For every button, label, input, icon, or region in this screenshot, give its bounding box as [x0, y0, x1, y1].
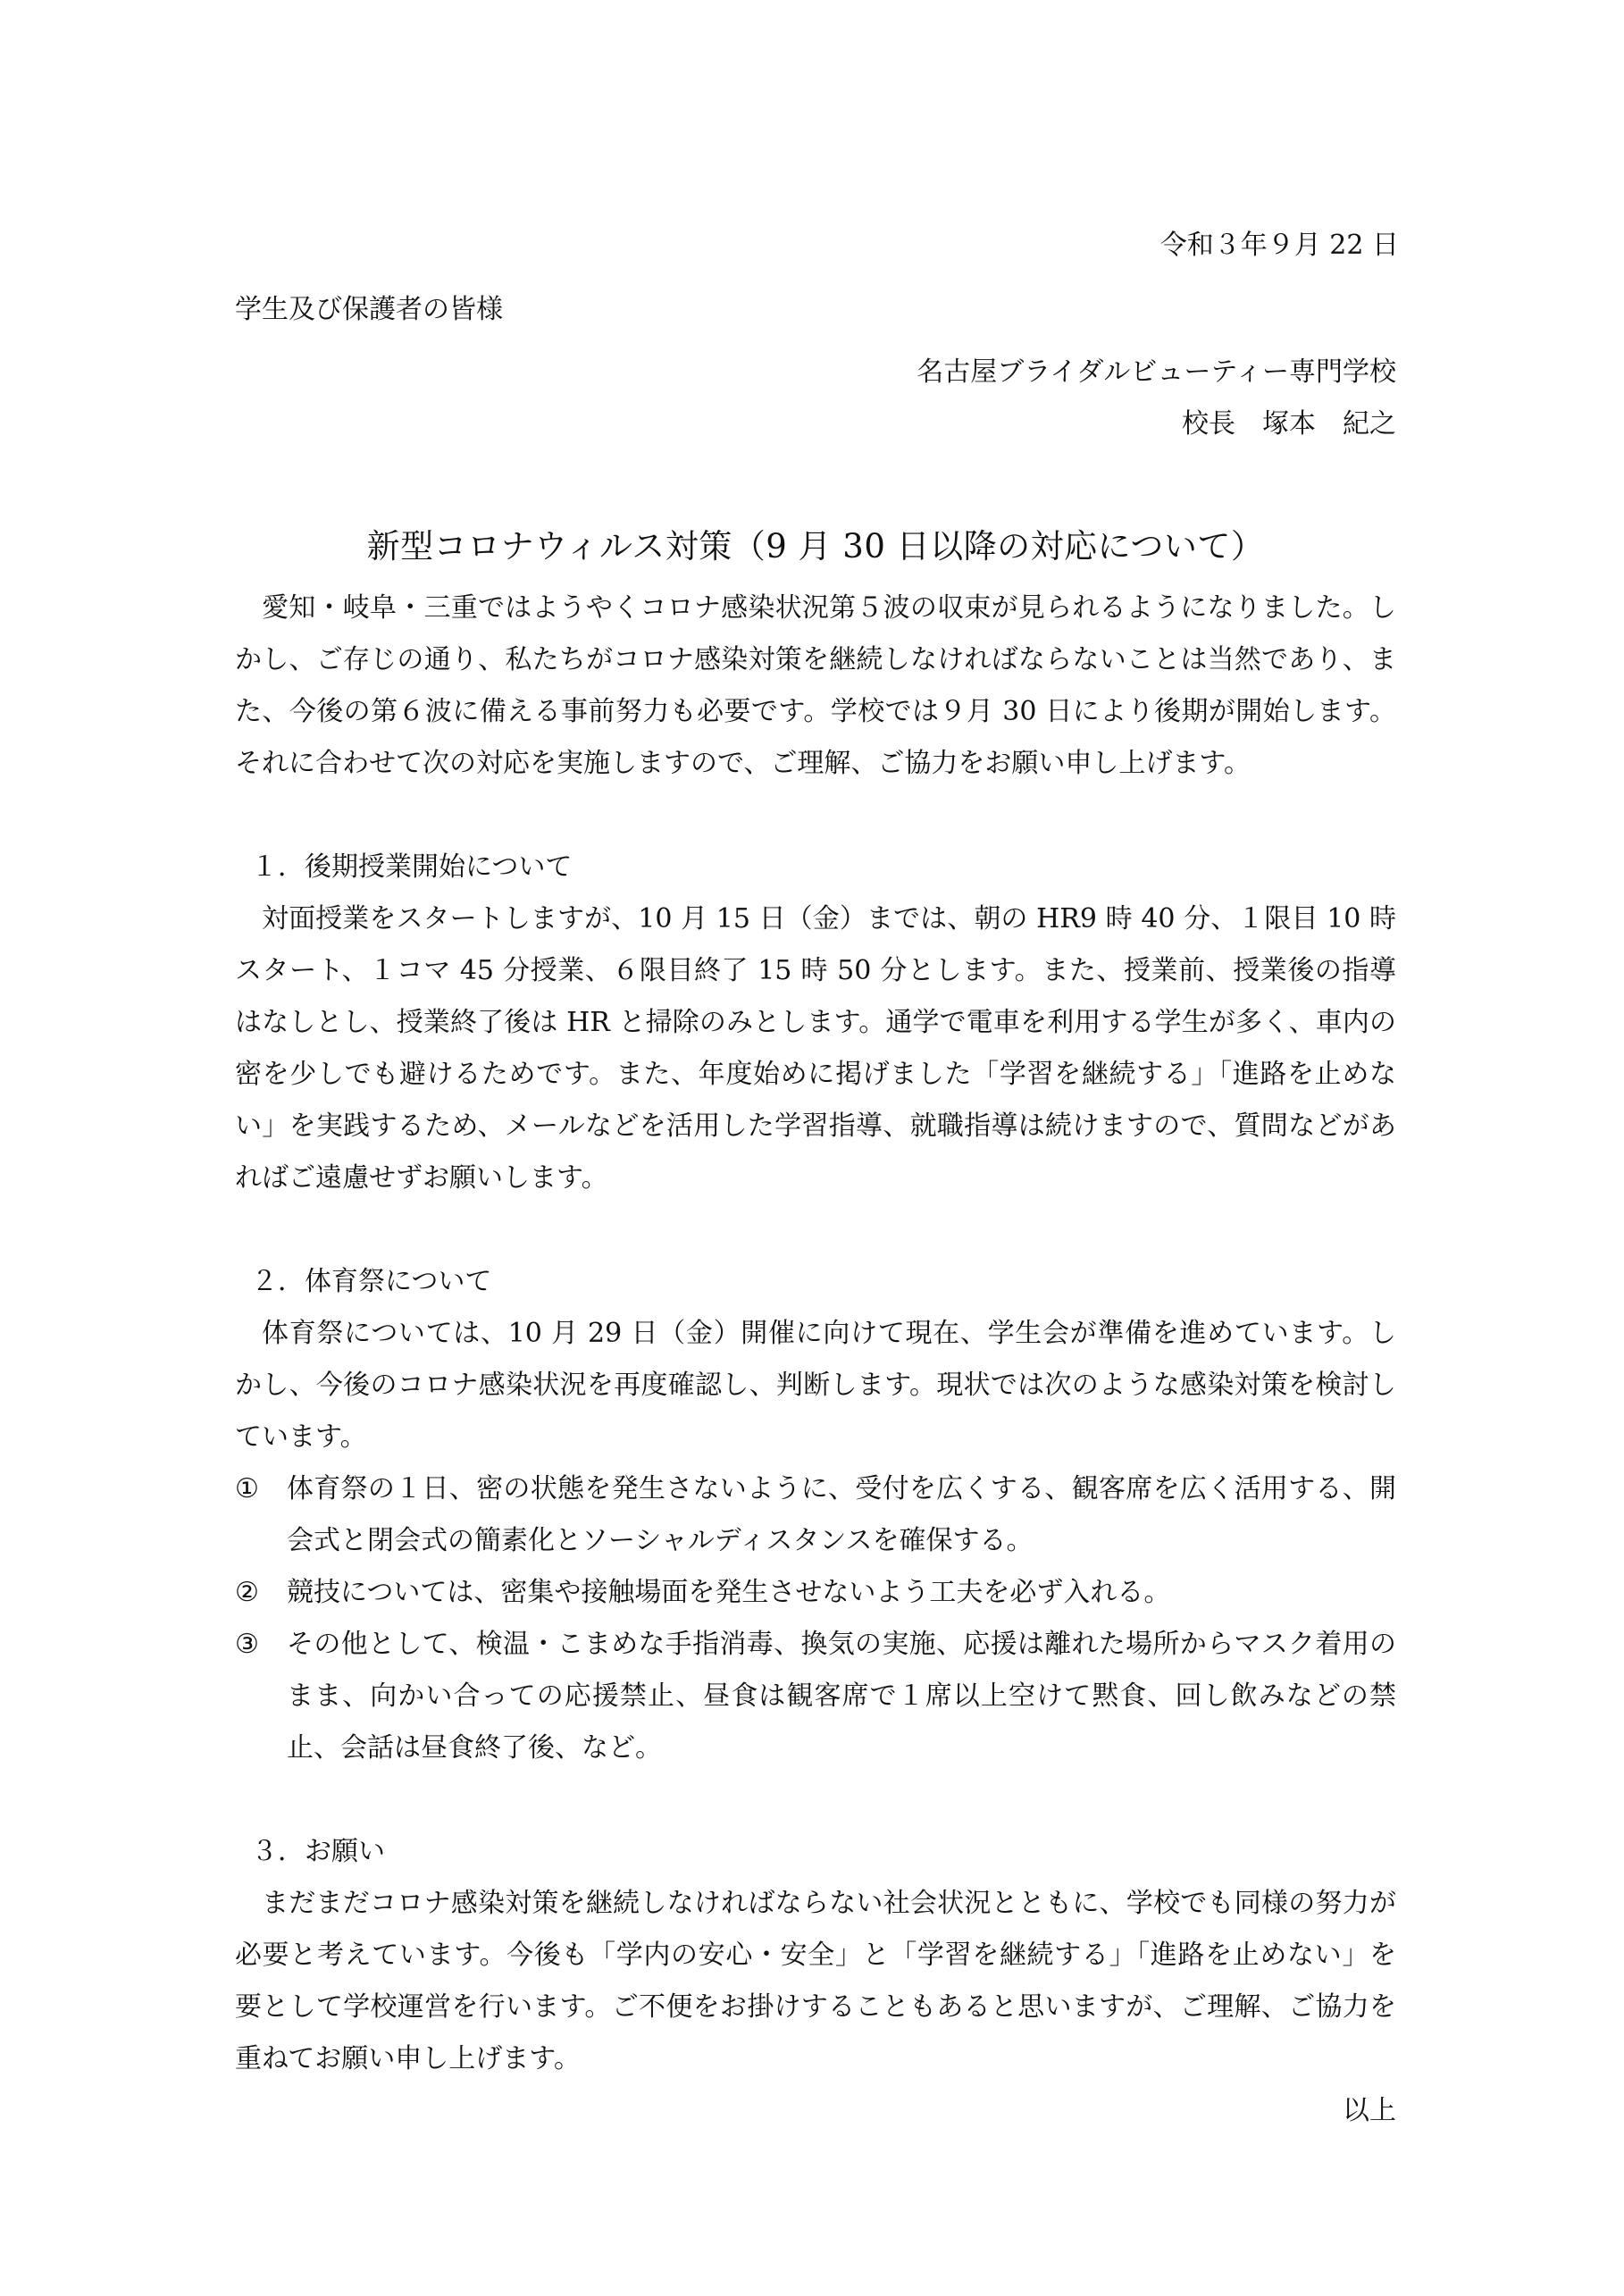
- section-body: まだまだコロナ感染対策を継続しなければならない社会状況とともに、学校でも同様の努力が必要と考えています。今後も「学内の安心・安全」と「学習を継続する」「進路を止めない」を要として学校運営を行います。ご不便をお掛けすることもあると思いますが、ご理解、ご協力を重ねてお願い申し上げます。: [235, 1888, 1396, 2074]
- list-marker: ③: [235, 1629, 259, 1660]
- section-body: 体育祭については、10 月 29 日（金）開催に向けて現在、学生会が準備を進めています。しかし、今後のコロナ感染状況を再度確認し、判断します。現状では次のような感染対策を検討しています。: [235, 1318, 1396, 1453]
- sender-principal: 校長 塚本 紀之: [1182, 408, 1396, 440]
- section-1: [235, 842, 1396, 1204]
- list-item-text: 体育祭の１日、密の状態を発生さないように、受付を広くする、観客席を広く活用する、開会式と閉会式の簡素化とソーシャルディスタンスを確保する。: [287, 1473, 1396, 1556]
- issue-date: 令和３年９月 22 日: [1159, 230, 1399, 261]
- list-item-text: その他として、検温・こまめな手指消毒、換気の実施、応援は離れた場所からマスク着用のまま、向かい合っての応援禁止、昼食は観客席で１席以上空けて黙食、回し飲みなどの禁止、会話は昼食終了後、など。: [287, 1629, 1396, 1764]
- section-2: [235, 1256, 1396, 1774]
- list-item: [235, 1619, 1396, 1774]
- section-heading: １．後期授業開始について: [251, 851, 573, 883]
- list-item: [235, 1463, 1396, 1567]
- list-item-text: 競技については、密集や接触場面を発生させないよう工夫を必ず入れる。: [287, 1577, 1171, 1608]
- list-item: [235, 1567, 1396, 1619]
- section-heading: ３．お願い: [251, 1836, 385, 1867]
- document-content: [235, 220, 1399, 2137]
- list-marker: ①: [235, 1473, 259, 1504]
- section-3: [235, 1826, 1396, 2085]
- document-title: 新型コロナウィルス対策（9 月 30 日以降の対応について）: [366, 527, 1265, 566]
- list-marker: ②: [235, 1577, 259, 1608]
- section-body: 対面授業をスタートしますが、10 月 15 日（金）までは、朝の HR9 時 40 分、１限目 10 時スタート、１コマ 45 分授業、６限目終了 15 時 50 分とします。また、授業前、授業後の指導はなしとし、授業終了後は HR と掃除のみとします。通学で電車を利用する学生が多く、車内の密を少しでも避けるためです。また、年度始めに掲げました「学習を継続する」「進路を止めない」を実践するため、メールなどを活用した学習指導、就職指導は続けますので、質問などがあればご遠慮せずお願いします。: [235, 903, 1396, 1194]
- sender-school: 名古屋ブライダルビューティー専門学校: [917, 356, 1396, 388]
- countermeasure-list: [235, 1463, 1396, 1774]
- closing-mark: 以上: [1343, 2095, 1396, 2126]
- section-heading: ２．体育祭について: [251, 1266, 492, 1297]
- addressee: 学生及び保護者の皆様: [235, 294, 503, 325]
- intro-paragraph: 愛知・岐阜・三重ではようやくコロナ感染状況第５波の収束が見られるようになりました。しかし、ご存じの通り、私たちがコロナ感染対策を継続しなければならないことは当然であり、また、今後の第６波に備える事前努力も必要です。学校では９月 30 日により後期が開始します。それに合わせて次の対応を実施しますので、ご理解、ご協力をお願い申し上げます。: [235, 592, 1396, 779]
